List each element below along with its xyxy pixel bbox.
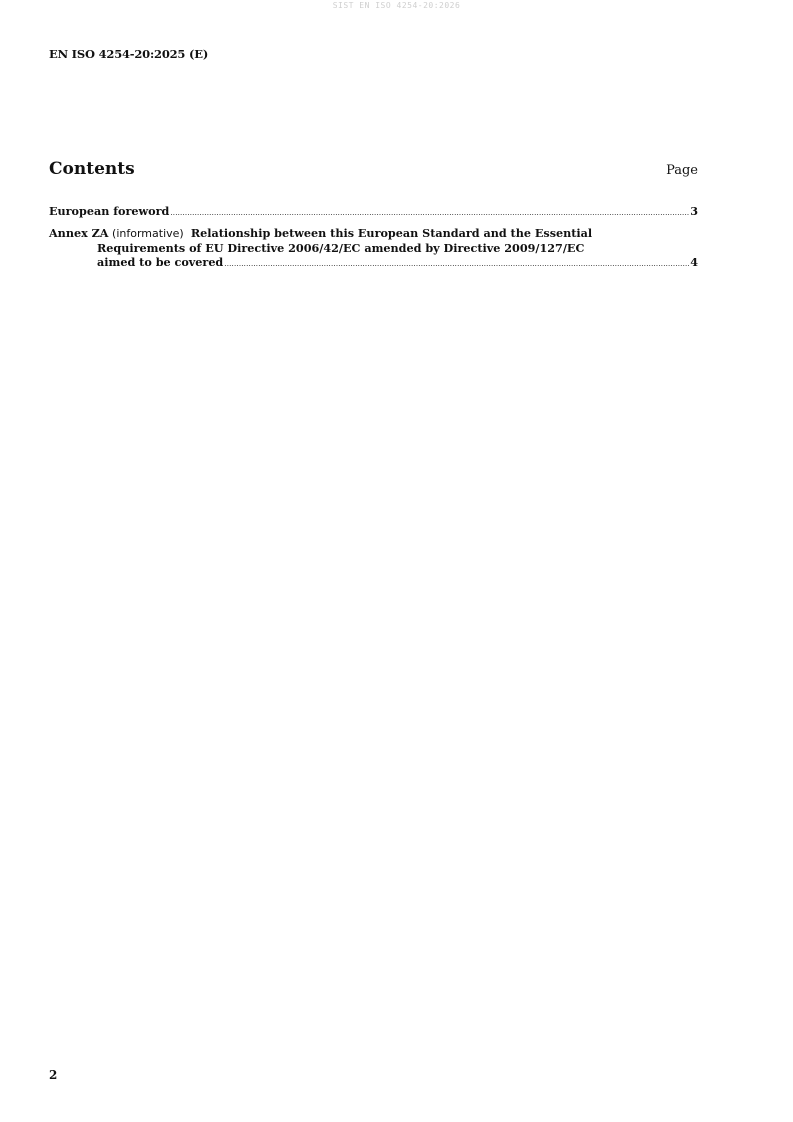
- toc-page-number: 3: [690, 204, 698, 218]
- document-id: EN ISO 4254-20:2025 (E): [49, 47, 209, 61]
- toc-entry-title-line-1[interactable]: Relationship between this European Standard and the Essential: [190, 226, 593, 240]
- toc-entry-title[interactable]: European foreword: [49, 204, 170, 218]
- toc-entry-european-foreword[interactable]: [49, 204, 698, 220]
- toc-entry-prefix[interactable]: Annex ZA: [49, 226, 109, 240]
- toc-entry-title-line-3[interactable]: aimed to be covered: [97, 255, 224, 269]
- watermark: SIST EN ISO 4254-20:2026: [332, 1, 461, 10]
- footer-page-number: 2: [49, 1068, 58, 1082]
- dot-leader: [224, 257, 689, 271]
- toc-entry-annex-za[interactable]: [49, 226, 698, 271]
- toc-entry-title-line-2[interactable]: Requirements of EU Directive 2006/42/EC amended by Directive 2009/127/EC: [97, 241, 585, 255]
- contents-heading: Contents: [49, 159, 135, 179]
- toc-page-number: 4: [690, 255, 698, 269]
- table-of-contents: [49, 204, 698, 277]
- toc-entry-qualifier: (informative): [112, 227, 184, 240]
- dot-leader: [170, 206, 689, 220]
- page-column-label: Page: [666, 163, 698, 178]
